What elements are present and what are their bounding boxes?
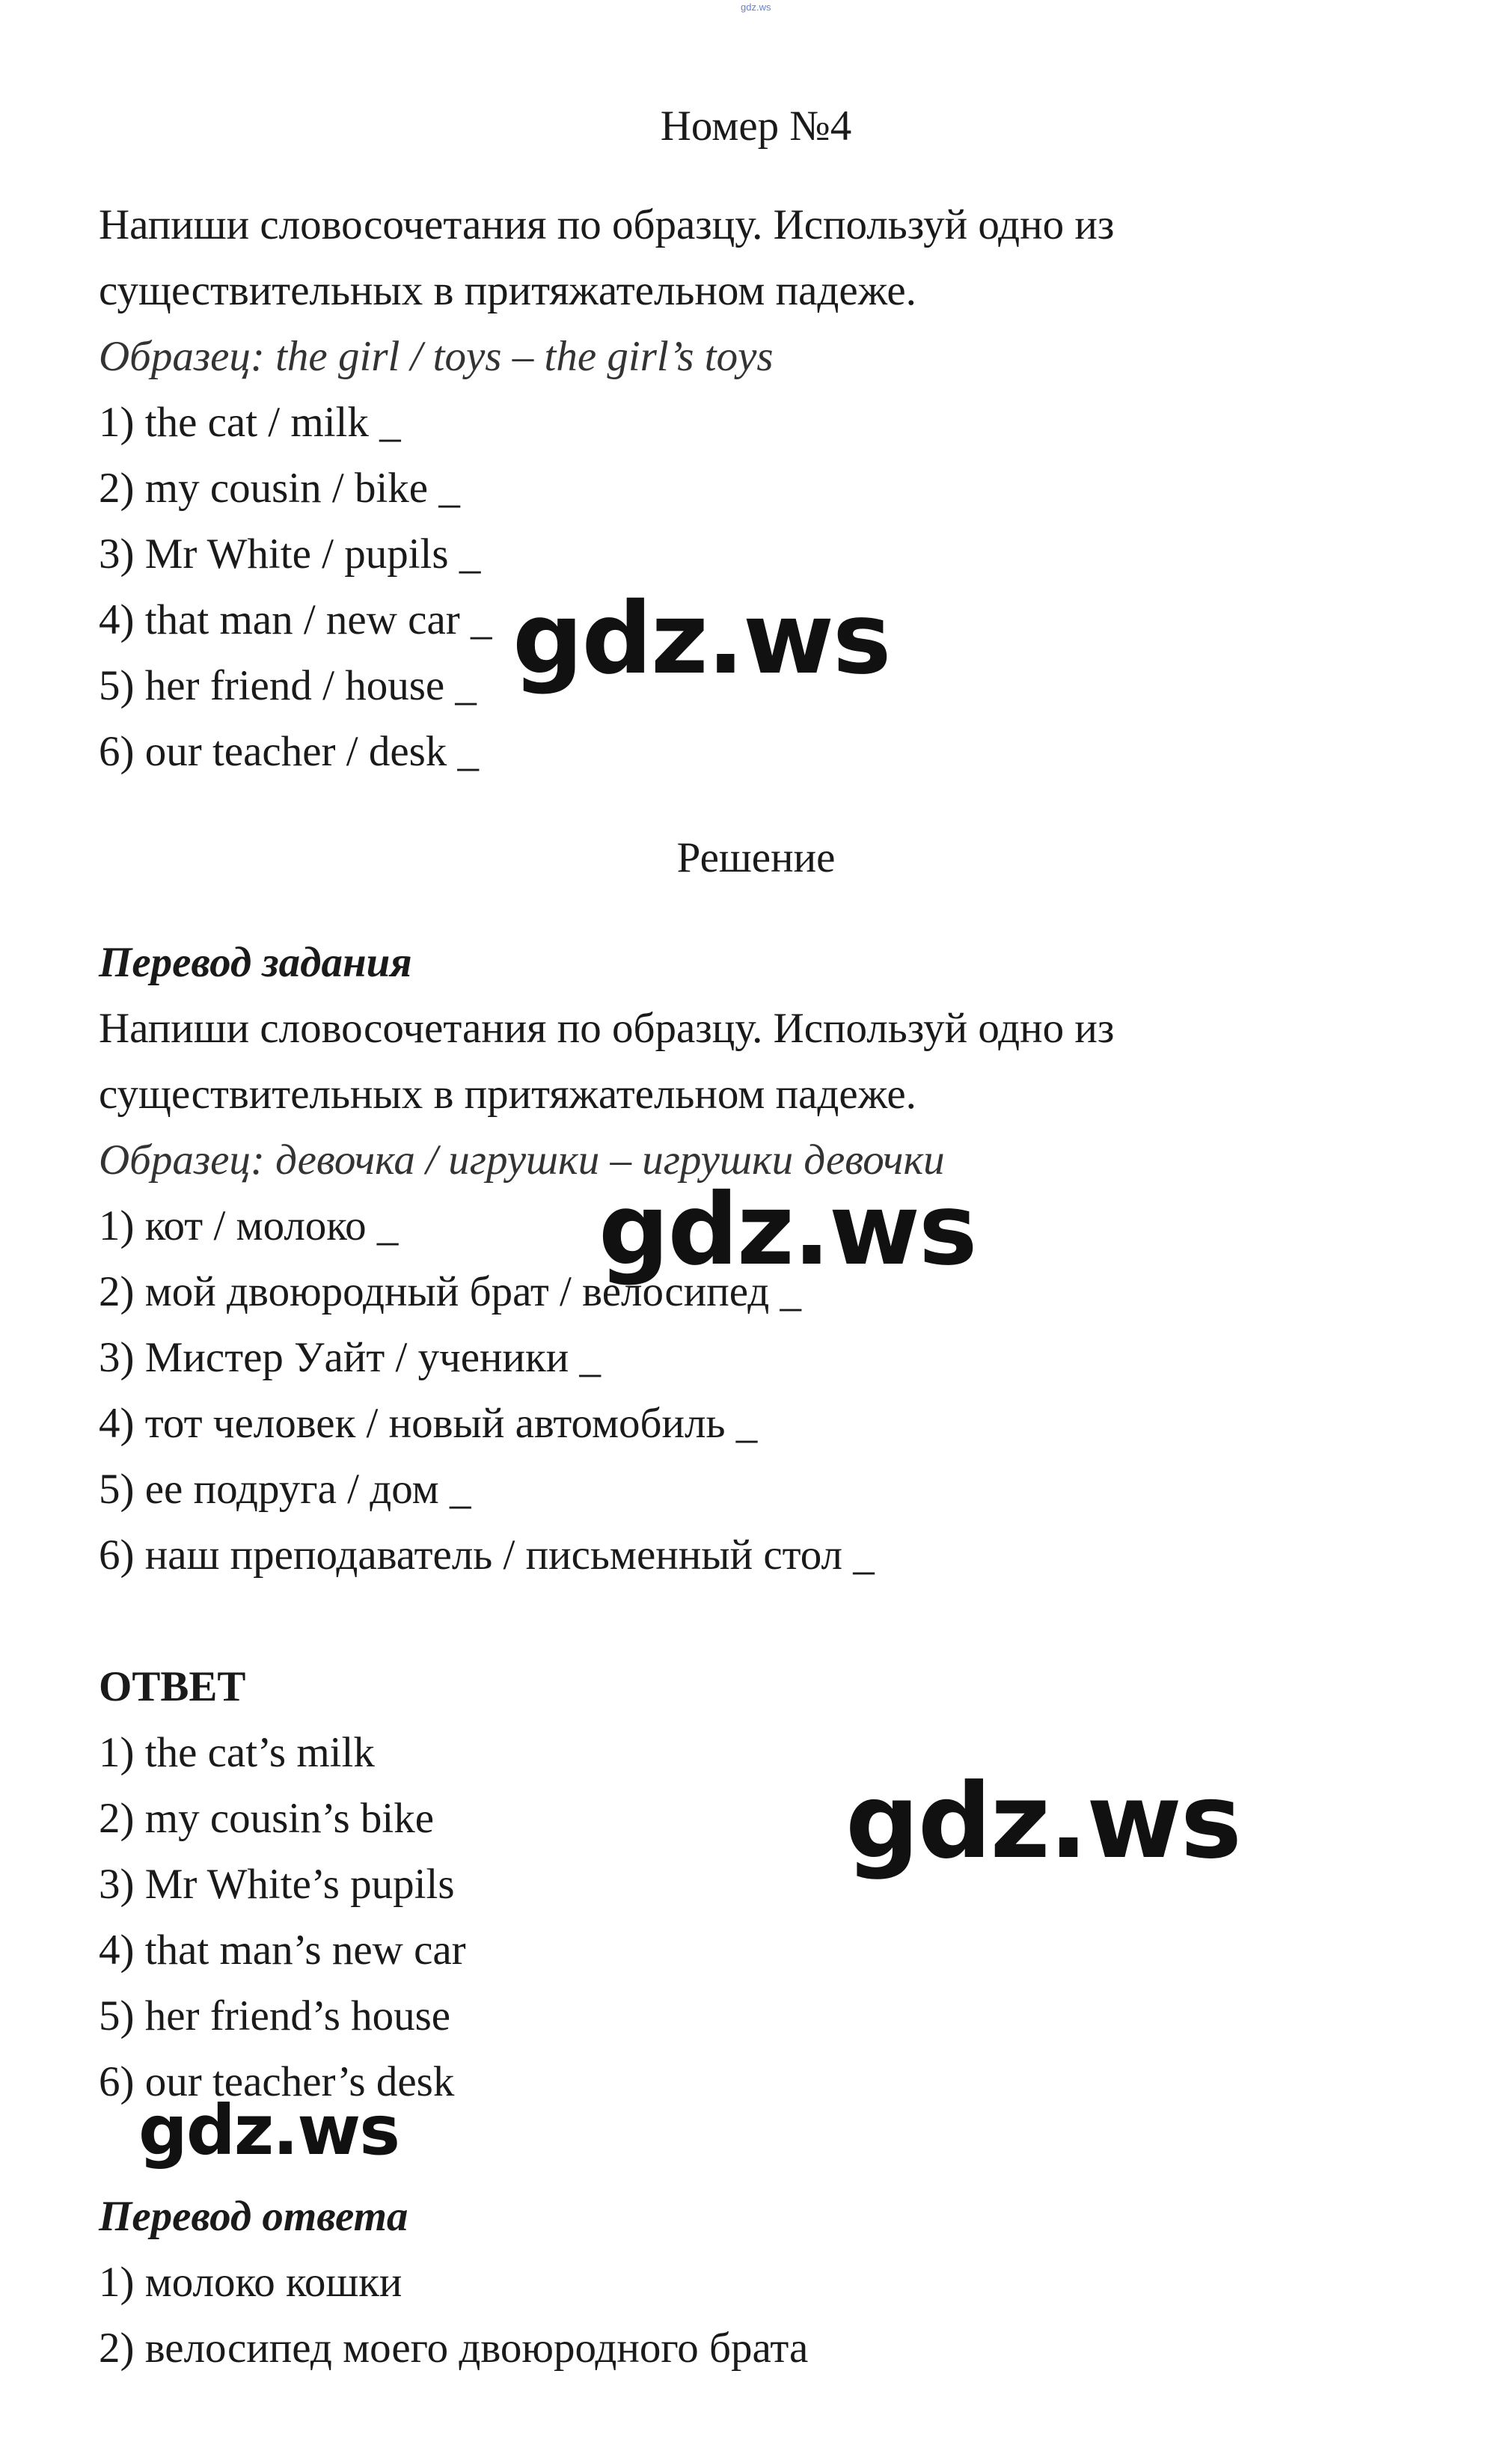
- translation-heading: Перевод задания: [99, 939, 412, 986]
- task-item-4: 4) that man / new car _: [99, 596, 492, 643]
- answer-item-3: 3) Mr White’s pupils: [99, 1861, 455, 1908]
- task-line-1: Напиши словосочетания по образцу. Используй одно из: [99, 201, 1115, 248]
- translation-item-3: 3) Мистер Уайт / ученики _: [99, 1334, 602, 1381]
- translation-item-2: 2) мой двоюродный брат / велосипед _: [99, 1268, 801, 1315]
- watermark: gdz.ws: [599, 1172, 976, 1288]
- translation-item-4: 4) тот человек / новый автомобиль _: [99, 1400, 758, 1447]
- watermark: gdz.ws: [138, 2090, 399, 2170]
- translation-item-6: 6) наш преподаватель / письменный стол _: [99, 1531, 875, 1579]
- task-item-3: 3) Mr White / pupils _: [99, 530, 481, 578]
- page-title: Номер №4: [660, 102, 852, 150]
- answer-heading: ОТВЕТ: [99, 1663, 246, 1710]
- translation-line-2: существительных в притяжательном падеже.: [99, 1071, 916, 1118]
- answer-translation-item-1: 1) молоко кошки: [99, 2259, 403, 2306]
- translation-item-1: 1) кот / молоко _: [99, 1202, 399, 1249]
- header-watermark: gdz.ws: [741, 1, 771, 13]
- solution-title: Решение: [676, 834, 836, 881]
- answer-item-5: 5) her friend’s house: [99, 1992, 451, 2039]
- answer-item-1: 1) the cat’s milk: [99, 1729, 375, 1776]
- translation-item-5: 5) ее подруга / дом _: [99, 1466, 471, 1513]
- task-item-5: 5) her friend / house _: [99, 662, 477, 709]
- answer-translation-item-2: 2) велосипед моего двоюродного брата: [99, 2325, 809, 2372]
- answer-item-6: 6) our teacher’s desk: [99, 2058, 455, 2105]
- task-item-6: 6) our teacher / desk _: [99, 728, 480, 775]
- task-item-1: 1) the cat / milk _: [99, 399, 401, 446]
- translation-example: Образец: девочка / игрушки – игрушки девочки: [99, 1136, 945, 1184]
- watermark: gdz.ws: [512, 581, 890, 697]
- answer-translation-heading: Перевод ответа: [99, 2193, 408, 2240]
- translation-line-1: Напиши словосочетания по образцу. Используй одно из: [99, 1005, 1115, 1052]
- answer-item-2: 2) my cousin’s bike: [99, 1795, 435, 1842]
- watermark: gdz.ws: [845, 1761, 1240, 1882]
- answer-item-4: 4) that man’s new car: [99, 1927, 466, 1974]
- task-line-2: существительных в притяжательном падеже.: [99, 267, 916, 314]
- task-item-2: 2) my cousin / bike _: [99, 465, 460, 512]
- task-example: Образец: the girl / toys – the girl’s toys: [99, 333, 774, 380]
